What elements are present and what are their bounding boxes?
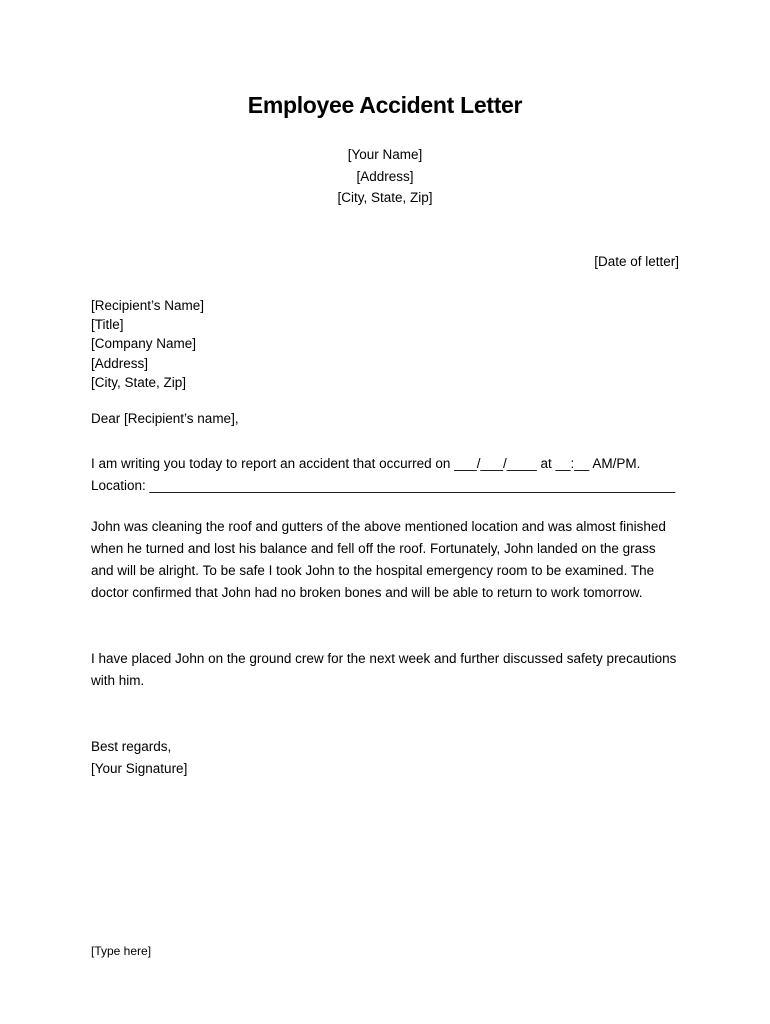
location-line: Location: ______________________________________________________________________ [91, 477, 676, 493]
recipient-title: [Title] [91, 317, 124, 333]
sender-city-state-zip: [City, State, Zip] [337, 190, 433, 205]
incident-paragraph: John was cleaning the roof and gutters of the above mentioned location and was almost finished when he turned and lost his balance and fell off the roof. Fortunately, John landed on the grass and will be alright. To be safe I took John to the hospital emergency room to be examined. The doctor confirmed that John had no broken bones and will be able to return to work tomorrow. [91, 519, 666, 600]
closing-block [91, 736, 187, 780]
accident-report-block [91, 453, 681, 496]
recipient-address: [Address] [91, 355, 149, 371]
recipient-company: [Company Name] [91, 336, 197, 352]
report-line: I am writing you today to report an accident that occurred on ___/___/____ at __:__ AM/PM. [91, 456, 641, 471]
recipient-name: [Recipient’s Name] [91, 298, 205, 313]
closing-phrase: Best regards, [91, 739, 172, 754]
sender-name: [Your Name] [347, 147, 423, 162]
followup-paragraph: I have placed John on the ground crew for the next week and further discussed safety precautions with him. [91, 651, 677, 688]
signature-placeholder: [Your Signature] [91, 761, 188, 776]
sender-block [0, 144, 770, 209]
footer-text: [Type here] [91, 944, 152, 958]
recipient-block [91, 296, 204, 392]
recipient-city-state-zip: [City, State, Zip] [91, 374, 187, 390]
letter-date: [Date of letter] [594, 254, 679, 269]
document-title: Employee Accident Letter [247, 92, 523, 118]
salutation: Dear [Recipient’s name], [91, 411, 239, 426]
sender-address: [Address] [356, 168, 414, 184]
